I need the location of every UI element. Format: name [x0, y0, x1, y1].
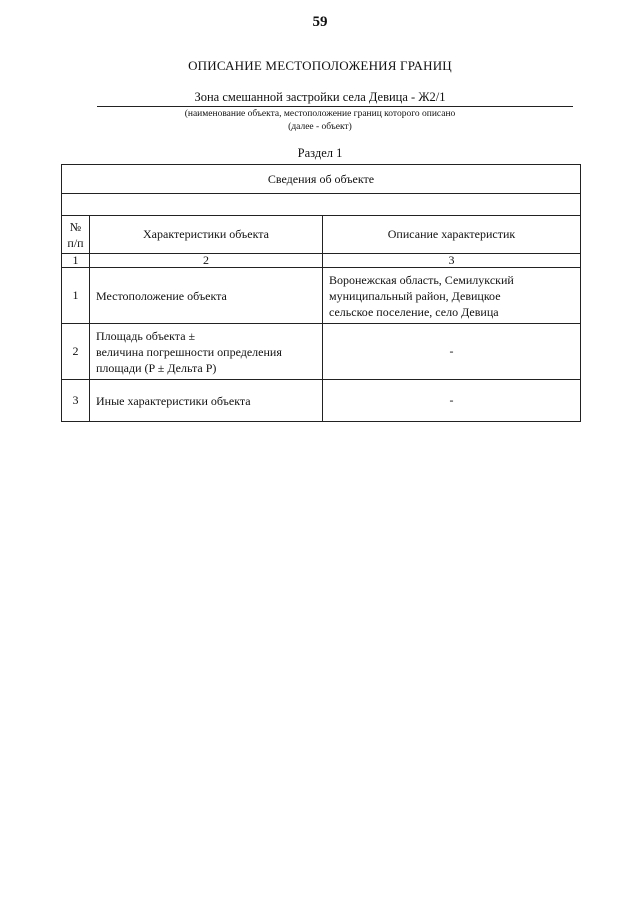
row-description-line: -	[449, 393, 454, 407]
document-title: ОПИСАНИЕ МЕСТОПОЛОЖЕНИЯ ГРАНИЦ	[188, 58, 452, 73]
row-characteristic-line: Местоположение объекта	[96, 288, 227, 303]
row-description	[323, 380, 581, 422]
object-info-table	[61, 164, 581, 422]
row-characteristic-line: Иные характеристики объекта	[96, 393, 251, 408]
table-caption-row	[62, 165, 581, 194]
table-spacer-cell	[62, 194, 581, 216]
row-number: 2	[62, 324, 90, 380]
table-row	[62, 324, 581, 380]
column-number: 2	[90, 254, 323, 268]
header-characteristics: Характеристики объекта	[90, 216, 323, 254]
table-row	[62, 380, 581, 422]
header-num-line-2: п/п	[67, 235, 84, 250]
row-characteristic-line: площади (P ± Дельта P)	[96, 360, 217, 375]
row-characteristic-line: величина погрешности определения	[96, 344, 282, 359]
row-description	[323, 324, 581, 380]
row-characteristic-line: Площадь объекта ±	[96, 328, 196, 343]
object-name-note-line-1: (наименование объекта, местоположение границ которого описано	[184, 109, 456, 119]
row-characteristic	[90, 268, 323, 324]
column-number: 3	[323, 254, 581, 268]
header-num	[62, 216, 90, 254]
column-number: 1	[62, 254, 90, 268]
section-title: Раздел 1	[297, 146, 343, 160]
row-number: 3	[62, 380, 90, 422]
row-description-line: муниципальный район, Девицкое	[329, 288, 501, 303]
row-description-line: Воронежская область, Семилукский	[329, 272, 514, 287]
row-description-line: сельское поселение, село Девица	[329, 304, 499, 319]
row-description	[323, 268, 581, 324]
header-num-line-1: №	[69, 219, 82, 234]
page-number: 59	[312, 14, 328, 30]
row-characteristic	[90, 324, 323, 380]
row-number: 1	[62, 268, 90, 324]
table-row	[62, 268, 581, 324]
table-spacer-row	[62, 194, 581, 216]
row-description-line: -	[449, 344, 454, 358]
object-name-note	[0, 108, 640, 134]
header-description: Описание характеристик	[323, 216, 581, 254]
row-characteristic	[90, 380, 323, 422]
table-caption: Сведения об объекте	[62, 165, 581, 194]
table-header-row	[62, 216, 581, 254]
column-number-row	[62, 254, 581, 268]
object-name-underline	[97, 106, 573, 107]
object-name: Зона смешанной застройки села Девица - Ж2/1	[194, 90, 446, 104]
object-name-note-line-2: (далее - объект)	[288, 122, 352, 132]
